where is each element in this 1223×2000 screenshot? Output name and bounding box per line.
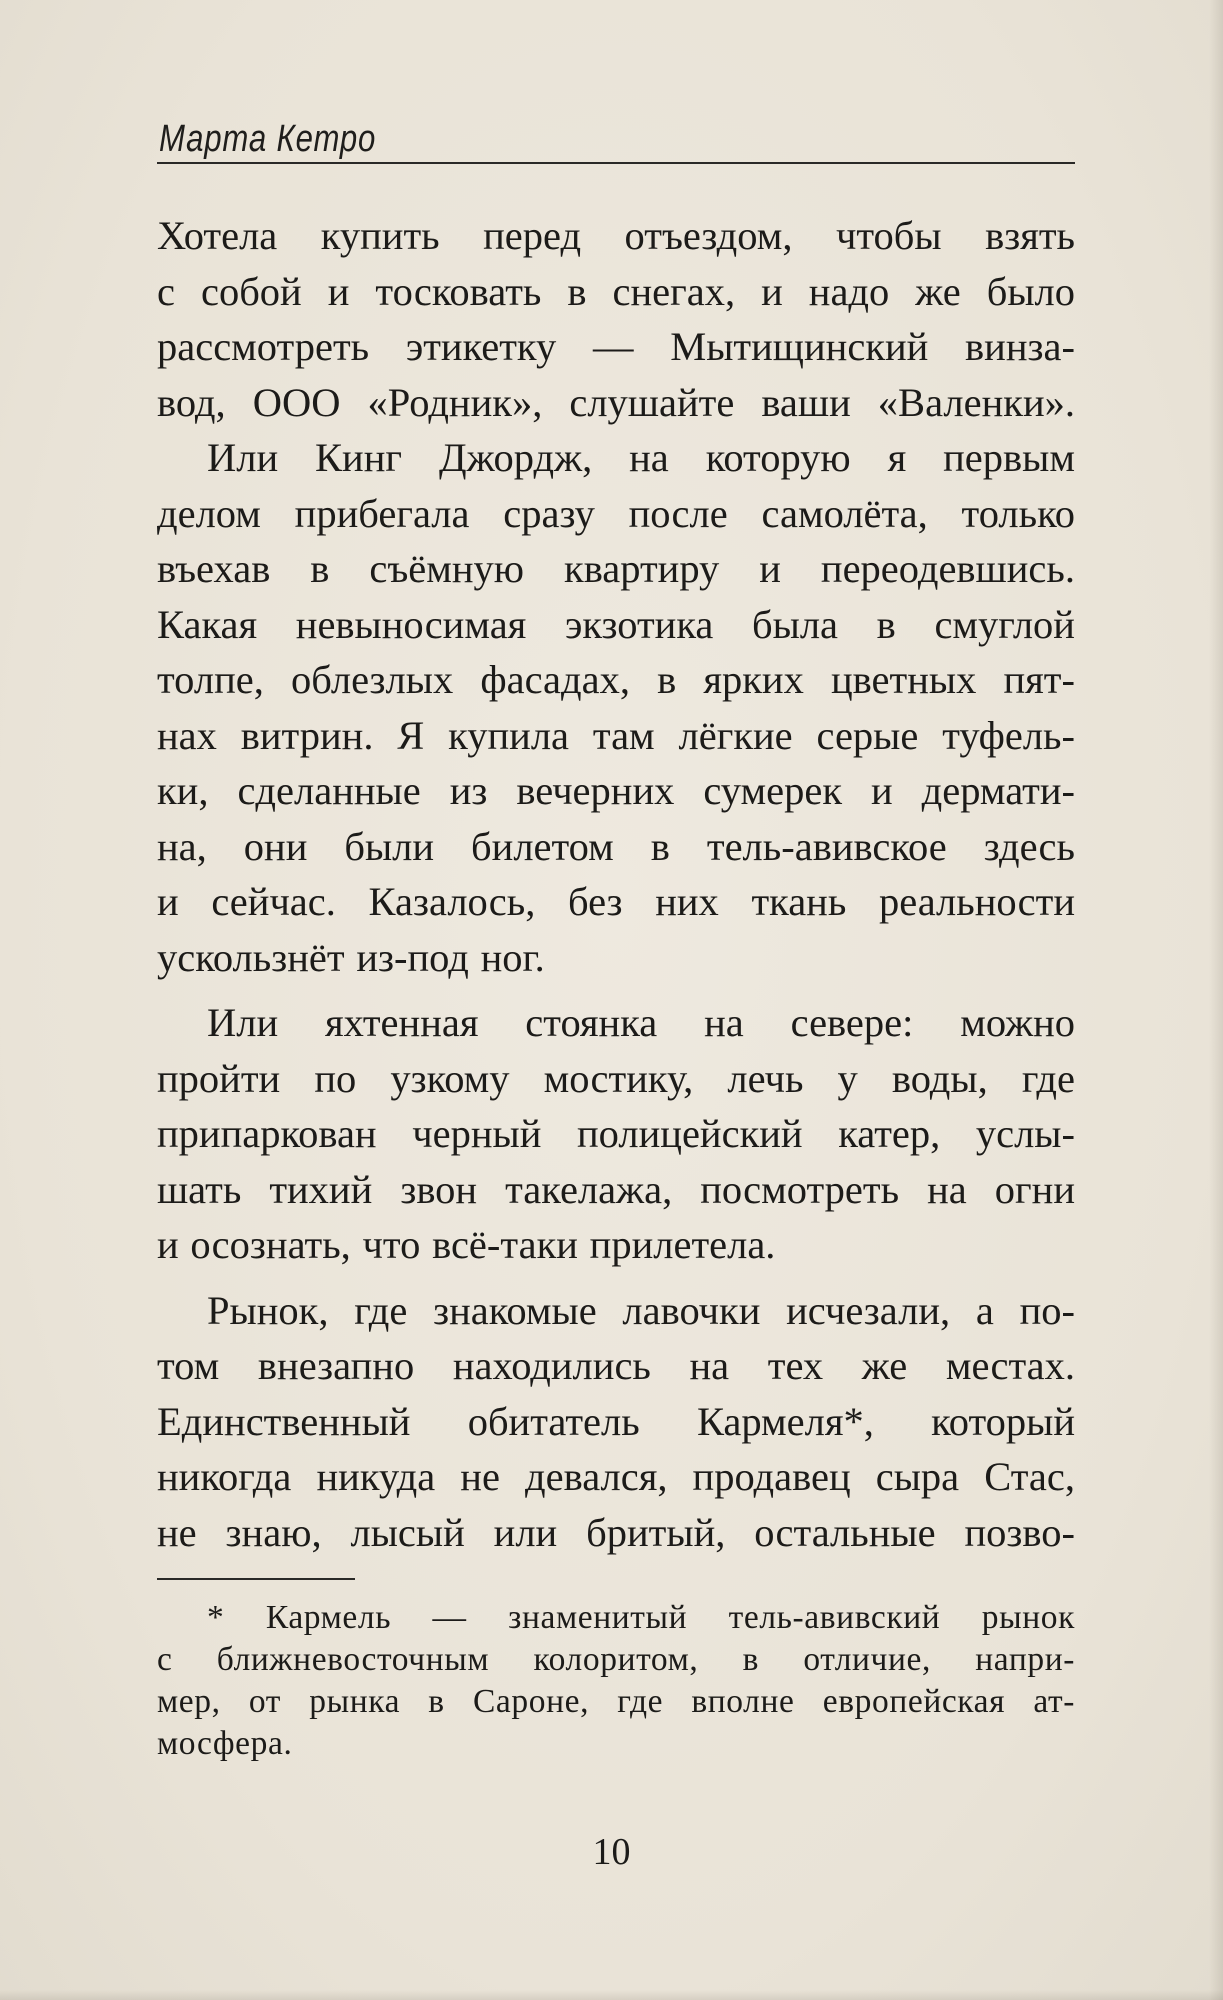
footnote-rule	[157, 1578, 355, 1580]
main-text	[157, 208, 1075, 1560]
text-line: не знаю, лысый или бритый, остальные позво-	[157, 1509, 1075, 1555]
text-line: Или яхтенная стоянка на севере: можно	[207, 1000, 1075, 1045]
text-line: ки, сделанные из вечерних сумерек и дермати-	[157, 768, 1075, 813]
text-line: пройти по узкому мостику, лечь у воды, где	[157, 1055, 1075, 1101]
running-head-author: Марта Кетро	[159, 118, 377, 160]
paragraph-1	[157, 208, 1075, 430]
text-line: делом прибегала сразу после самолёта, только	[157, 490, 1075, 536]
text-line: никогда никуда не девался, продавец сыра Стас,	[157, 1454, 1075, 1499]
text-line: Какая невыносимая экзотика была в смуглой	[157, 601, 1075, 647]
text-line: и осознать, что всё-таки прилетела.	[157, 1222, 776, 1267]
running-head	[157, 108, 1075, 164]
text-line: толпе, облезлых фасадах, в ярких цветных пят-	[157, 657, 1075, 702]
paragraph-2	[157, 430, 1075, 985]
text-line: Рынок, где знакомые лавочки исчезали, а по-	[207, 1287, 1075, 1333]
text-line: припаркован черный полицейский катер, услы-	[157, 1111, 1075, 1156]
page-number: 10	[592, 1831, 631, 1873]
text-line: том внезапно находились на тех же местах.	[157, 1343, 1075, 1388]
text-line: вод, ООО «Родник», слушайте ваши «Валенки».	[157, 379, 1075, 425]
text-line: рассмотреть этикетку — Мытищинский винза-	[157, 324, 1075, 369]
text-line: и сейчас. Казалось, без них ткань реальности	[157, 879, 1075, 924]
paragraph-3	[157, 995, 1075, 1273]
text-line: Единственный обитатель Кармеля*, который	[157, 1398, 1075, 1444]
text-line: ускользнёт из-под ног.	[157, 934, 545, 980]
text-line: Или Кинг Джордж, на которую я первым	[207, 435, 1075, 480]
footnote-line: мосфера.	[157, 1725, 293, 1762]
page-bottom-shadow	[0, 1990, 1223, 2000]
footnote-line: * Кармель — знаменитый тель-авивский рынок	[207, 1599, 1075, 1636]
text-line: шать тихий звон такелажа, посмотреть на огни	[157, 1166, 1075, 1212]
text-line: въехав в съёмную квартиру и переодевшись.	[157, 546, 1075, 591]
text-line: Хотела купить перед отъездом, чтобы взять	[157, 213, 1075, 258]
page-edge-shadow	[1209, 0, 1223, 2000]
text-line: нах витрин. Я купила там лёгкие серые туфель-	[157, 712, 1075, 758]
paragraph-gap	[157, 1273, 1075, 1283]
footnote-line: мер, от рынка в Сароне, где вполне европейская ат-	[157, 1683, 1075, 1720]
text-line: на, они были билетом в тель-авивское здесь	[157, 823, 1075, 869]
paragraph-gap	[157, 985, 1075, 995]
footnote	[157, 1597, 1075, 1765]
footnote-line: с ближневосточным колоритом, в отличие, напри-	[157, 1641, 1075, 1678]
paragraph-4	[157, 1283, 1075, 1561]
text-line: с собой и тосковать в снегах, и надо же было	[157, 268, 1075, 314]
